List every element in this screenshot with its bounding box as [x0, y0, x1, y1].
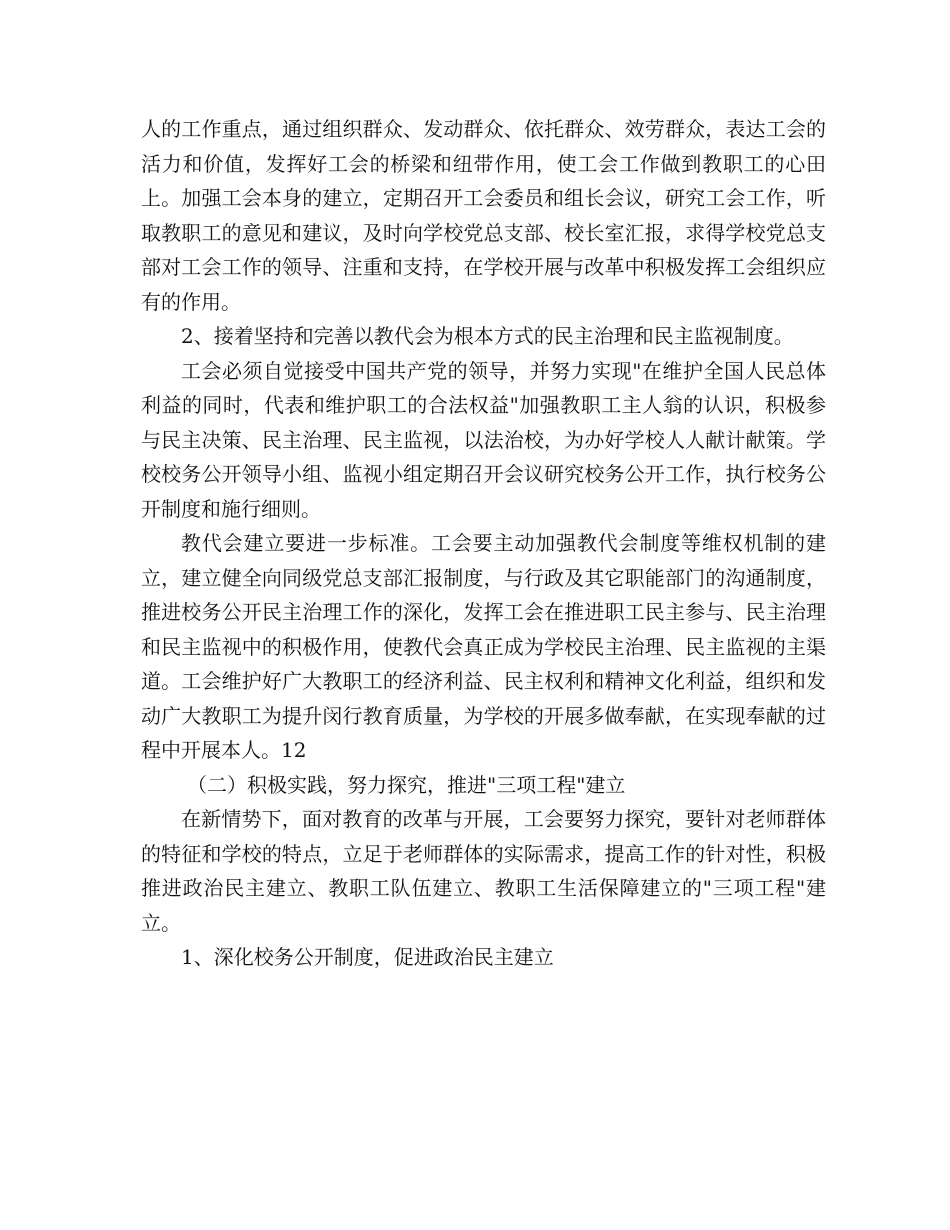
section-heading-three-projects: （二）积极实践，努力探究，推进"三项工程"建立 [187, 772, 626, 797]
paragraph-item-1-heading: 1、深化校务公开制度，促进政治民主建立 [181, 945, 554, 969]
document-page [141, 112, 826, 975]
paragraph-congress-standard: 教代会建立要进一步标准。工会要主动加强教代会制度等维权机制的建立，建立健全向同级党总支部汇报制度，与行政及其它职能部门的沟通制度，推进校务公开民主治理工作的深化，发挥工会在推进职工民主参与、民主治理和民主监视中的积极作用，使教代会真正成为学校民主治理、民主监视的主渠道。工会维护好广大教职工的经济利益、民主权利和精神文化利益，组织和发动广大教职工为提升闵行教育质量，为学校的开展多做奉献，在实现奉献的过程中开展本人。12 [141, 531, 826, 762]
paragraph-new-situation: 在新情势下，面对教育的改革与开展，工会要努力探究，要针对老师群体的特征和学校的特点，立足于老师群体的实际需求，提高工作的针对性，积极推进政治民主建立、教职工队伍建立、教职工生活保障建立的"三项工程"建立。 [141, 807, 826, 935]
paragraph-union-focus: 人的工作重点，通过组织群众、发动群众、依托群众、效劳群众，表达工会的活力和价值，发挥好工会的桥梁和纽带作用，使工会工作做到教职工的心田上。加强工会本身的建立，定期召开工会委员和组长会议，研究工会工作，听取教职工的意见和建议，及时向学校党总支部、校长室汇报，求得学校党总支部对工会工作的领导、注重和支持，在学校开展与改革中积极发挥工会组织应有的作用。 [141, 117, 826, 314]
paragraph-item-2-heading: 2、接着坚持和完善以教代会为根本方式的民主治理和民主监视制度。 [181, 324, 794, 348]
paragraph-party-leadership: 工会必须自觉接受中国共产党的领导，并努力实现"在维护全国人民总体利益的同时，代表和维护职工的合法权益"加强教职工主人翁的认识，积极参与民主决策、民主治理、民主监视，以法治校，为办好学校人人献计献策。学校校务公开领导小组、监视小组定期召开会议研究校务公开工作，执行校务公开制度和施行细则。 [141, 358, 826, 521]
